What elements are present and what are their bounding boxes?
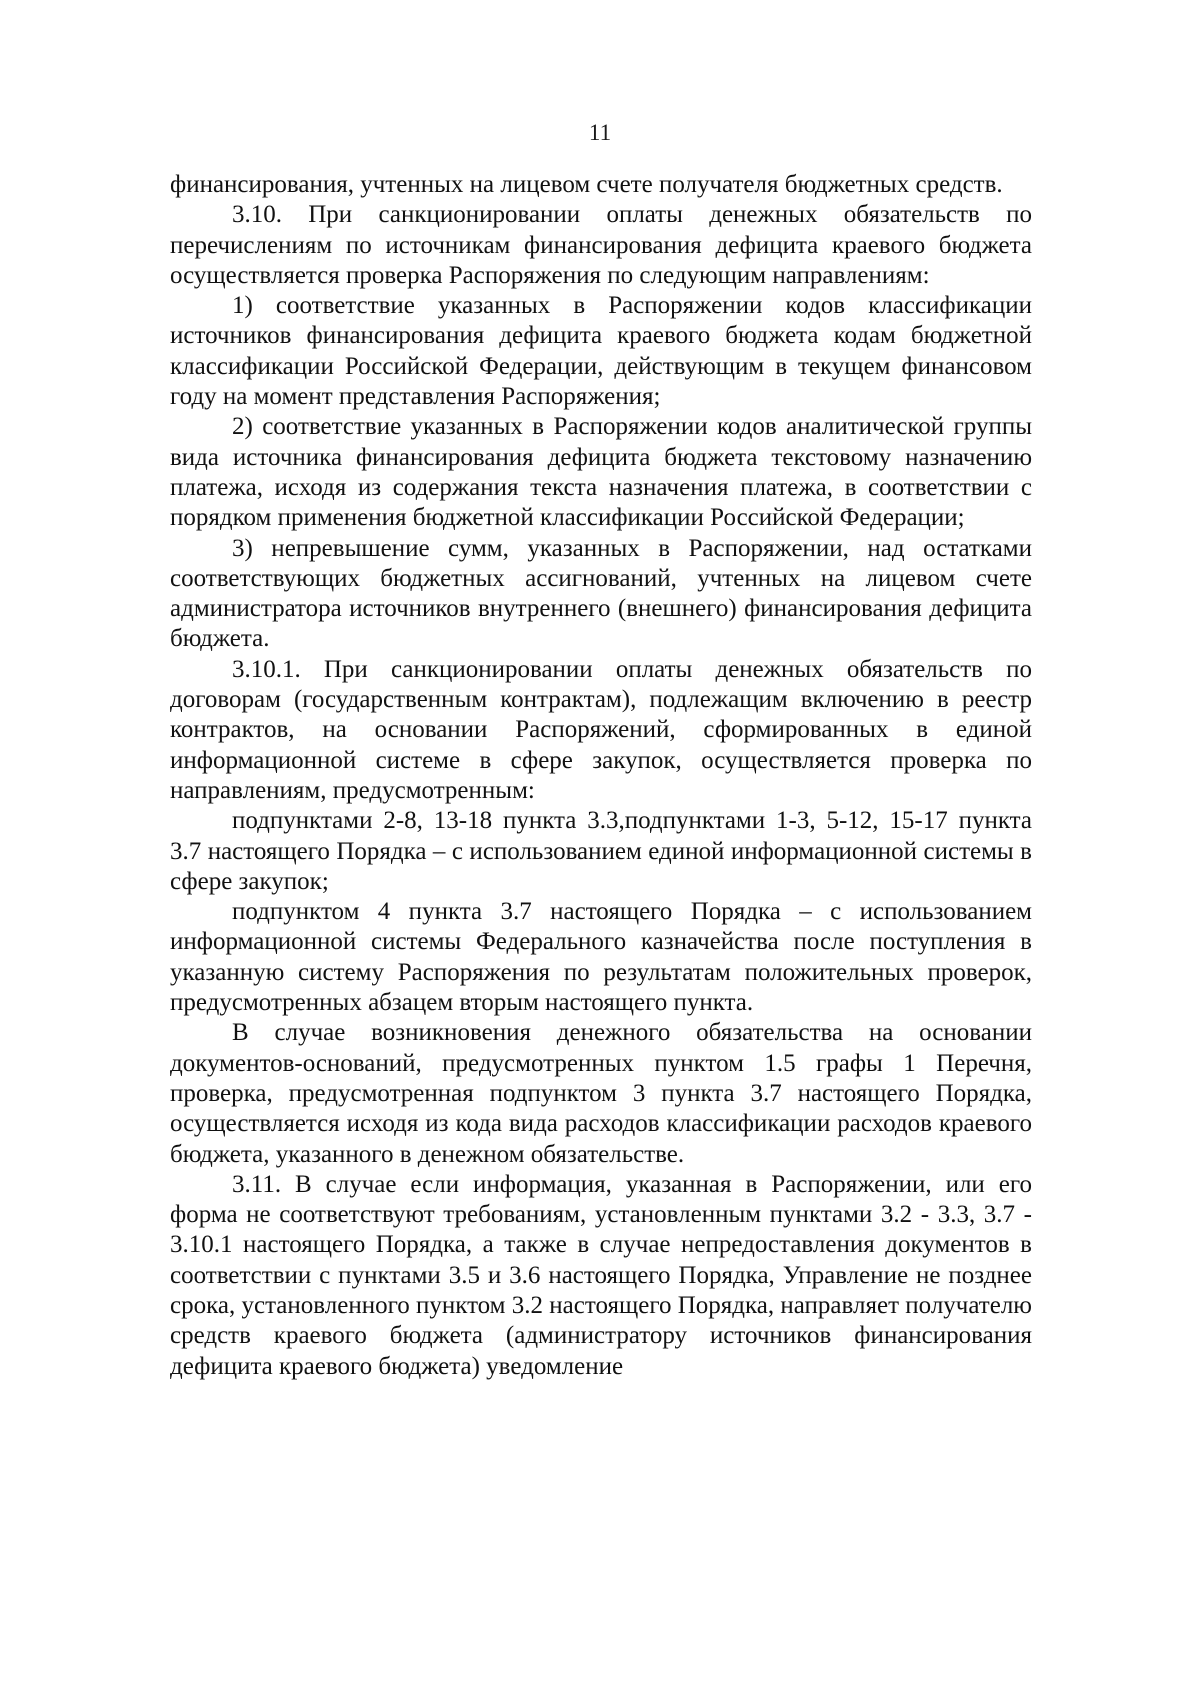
paragraph-item-3: 3) непревышение сумм, указанных в Распоряжении, над остатками соответствующих бюджетных ассигнований, учтенных на лицевом счете администратора источников внутреннего (внешнего) финансирования дефицита бюджета. bbox=[170, 534, 1032, 653]
paragraph-3-11: 3.11. В случае если информация, указанная в Распоряжении, или его форма не соответствуют требованиям, установленным пунктами 3.2 - 3.3, 3.7 - 3.10.1 настоящего Порядка, а также в случае непредоставления документов в соответствии с пунктами 3.5 и 3.6 настоящего Порядка, Управление не позднее срока, установленного пунктом 3.2 настоящего Порядка, направляет получателю средств краевого бюджета (администратору источников финансирования дефицита краевого бюджета) уведомление bbox=[170, 1170, 1032, 1380]
paragraph-obligation-case: В случае возникновения денежного обязательства на основании документов-оснований, предусмотренных пунктом 1.5 графы 1 Перечня, проверка, предусмотренная подпунктом 3 пункта 3.7 настоящего Порядка, осуществляется исходя из кода вида расходов классификации расходов краевого бюджета, указанного в денежном обязательстве. bbox=[170, 1019, 1032, 1168]
paragraph-3-10: 3.10. При санкционировании оплаты денежных обязательств по перечислениям по источникам финансирования дефицита краевого бюджета осуществляется проверка Распоряжения по следующим направлениям: bbox=[170, 201, 1032, 289]
paragraph-continuation: финансирования, учтенных на лицевом счете получателя бюджетных средств. bbox=[170, 171, 1003, 198]
document-body bbox=[170, 170, 1032, 1382]
paragraph-subitem-4: подпунктом 4 пункта 3.7 настоящего Порядка – с использованием информационной системы Федерального казначейства после поступления в указанную систему Распоряжения по результатам положительных проверок, предусмотренных абзацем вторым настоящего пункта. bbox=[170, 898, 1032, 1017]
paragraph-item-1: 1) соответствие указанных в Распоряжении кодов классификации источников финансирования дефицита краевого бюджета кодам бюджетной классификации Российской Федерации, действующим в текущем финансовом году на момент представления Распоряжения; bbox=[170, 292, 1032, 411]
paragraph-3-10-1: 3.10.1. При санкционировании оплаты денежных обязательств по договорам (государственным контрактам), подлежащим включению в реестр контрактов, на основании Распоряжений, сформированных в единой информационной системе в сфере закупок, осуществляется проверка по направлениям, предусмотренным: bbox=[170, 655, 1032, 804]
paragraph-item-2: 2) соответствие указанных в Распоряжении кодов аналитической группы вида источника финансирования дефицита бюджета текстовому назначению платежа, исходя из содержания текста назначения платежа, в соответствии с порядком применения бюджетной классификации Российской Федерации; bbox=[170, 413, 1032, 532]
paragraph-subitems-eis: подпунктами 2-8, 13-18 пункта 3.3,подпунктами 1-3, 5-12, 15-17 пункта 3.7 настоящего Порядка – с использованием единой информационной системы в сфере закупок; bbox=[170, 807, 1032, 895]
page-number: 11 bbox=[588, 120, 612, 145]
